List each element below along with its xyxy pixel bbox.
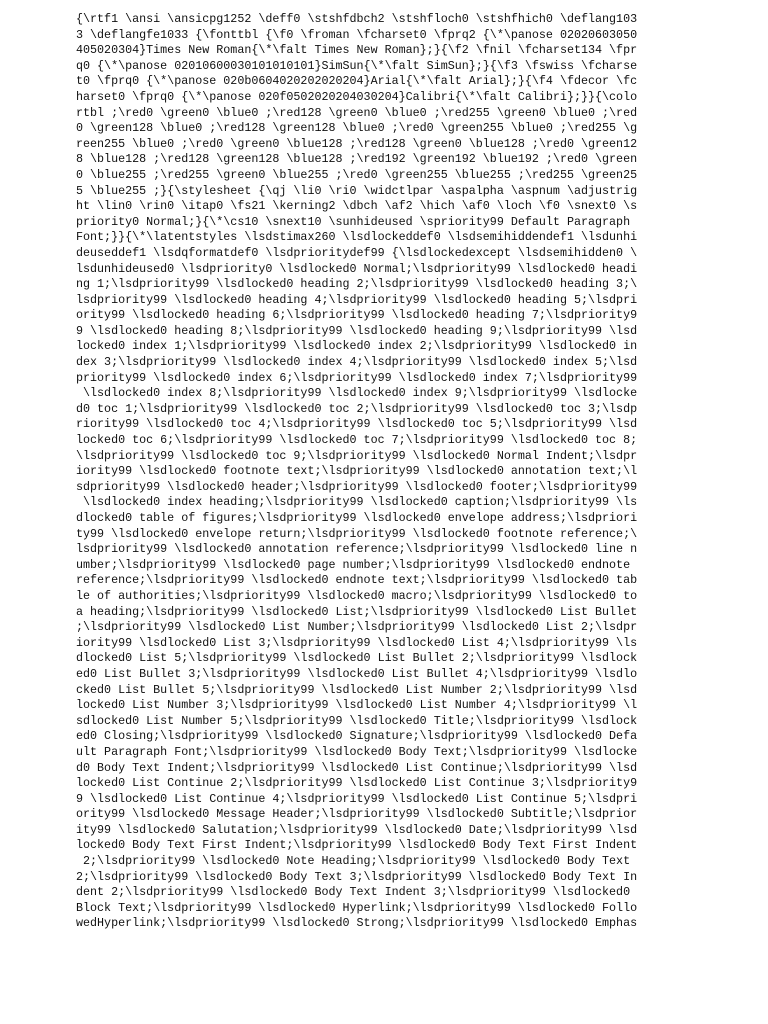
text-line: ;\lsdpriority99 \lsdlocked0 List Number;\lsdpriority99 \lsdlocked0 List 2;\lsdpr [76,620,638,635]
text-line: 405020304}Times New Roman{\*\falt Times New Roman};}{\f2 \fnil \fcharset134 \fpr [76,43,638,58]
text-line: 2;\lsdpriority99 \lsdlocked0 Note Heading;\lsdpriority99 \lsdlocked0 Body Text [76,854,631,869]
text-line: iority99 \lsdlocked0 List 3;\lsdpriority99 \lsdlocked0 List 4;\lsdpriority99 \ls [76,635,638,650]
text-line: ed0 Closing;\lsdpriority99 \lsdlocked0 Signature;\lsdpriority99 \lsdlocked0 Defa [76,729,638,744]
text-line: locked0 List Continue 2;\lsdpriority99 \lsdlocked0 List Continue 3;\lsdpriority9 [76,776,638,791]
text-line: reen255 \blue0 ;\red0 \green0 \blue128 ;\red128 \green0 \blue128 ;\red0 \green12 [76,136,638,151]
text-line: ht \lin0 \rin0 \itap0 \fs21 \kerning2 \dbch \af2 \hich \af0 \loch \f0 \snext0 \s [76,199,638,214]
text-line: ng 1;\lsdpriority99 \lsdlocked0 heading 2;\lsdpriority99 \lsdlocked0 heading 3;\ [76,277,638,292]
text-line: lsdunhideused0 \lsdpriority0 \lsdlocked0 Normal;\lsdpriority99 \lsdlocked0 headi [76,261,638,276]
text-line: d0 Body Text Indent;\lsdpriority99 \lsdlocked0 List Continue;\lsdpriority99 \lsd [76,760,638,775]
text-line: lsdpriority99 \lsdlocked0 heading 4;\lsdpriority99 \lsdlocked0 heading 5;\lsdpri [76,292,638,307]
text-line: le of authorities;\lsdpriority99 \lsdlocked0 macro;\lsdpriority99 \lsdlocked0 to [76,588,638,603]
text-line: 3 \deflangfe1033 {\fonttbl {\f0 \froman \fcharset0 \fprq2 {\*\panose 02020603050 [76,27,638,42]
text-line: iority99 \lsdlocked0 footnote text;\lsdpriority99 \lsdlocked0 annotation text;\l [76,464,638,479]
text-line: rtbl ;\red0 \green0 \blue0 ;\red128 \green0 \blue0 ;\red255 \green0 \blue0 ;\red [76,105,638,120]
text-line: {\rtf1 \ansi \ansicpg1252 \deff0 \stshfdbch2 \stshfloch0 \stshfhich0 \deflang103 [76,12,638,26]
text-line: 8 \blue128 ;\red128 \green128 \blue128 ;\red192 \green192 \blue192 ;\red0 \green [76,152,638,167]
text-line: ority99 \lsdlocked0 Message Header;\lsdpriority99 \lsdlocked0 Subtitle;\lsdprior [76,807,638,822]
text-line: dent 2;\lsdpriority99 \lsdlocked0 Body Text Indent 3;\lsdpriority99 \lsdlocked0 [76,885,631,900]
text-line: ed0 List Bullet 3;\lsdpriority99 \lsdlocked0 List Bullet 4;\lsdpriority99 \lsdlo [76,666,638,681]
text-line: q0 {\*\panose 02010600030101010101}SimSun{\*\falt SimSun};}{\f3 \fswiss \fcharse [76,58,638,73]
text-line: Font;}}{\*\latentstyles \lsdstimax260 \lsdlockeddef0 \lsdsemihiddendef1 \lsdunhi [76,230,638,245]
text-line: d0 toc 1;\lsdpriority99 \lsdlocked0 toc 2;\lsdpriority99 \lsdlocked0 toc 3;\lsdp [76,401,638,416]
text-line: 0 \green128 \blue0 ;\red128 \green128 \blue0 ;\red0 \green255 \blue0 ;\red255 \g [76,121,638,136]
text-line: a heading;\lsdpriority99 \lsdlocked0 List;\lsdpriority99 \lsdlocked0 List Bullet [76,604,638,619]
text-line: dlocked0 table of figures;\lsdpriority99 \lsdlocked0 envelope address;\lsdpriori [76,511,638,525]
text-line: ority99 \lsdlocked0 heading 6;\lsdpriority99 \lsdlocked0 heading 7;\lsdpriority9 [76,308,638,323]
text-line: ty99 \lsdlocked0 envelope return;\lsdpriority99 \lsdlocked0 footnote reference;\ [76,526,638,541]
text-line: deuseddef1 \lsdqformatdef0 \lsdprioritydef99 {\lsdlockedexcept \lsdsemihidden0 \ [76,245,638,260]
text-line: \lsdpriority99 \lsdlocked0 toc 9;\lsdpriority99 \lsdlocked0 Normal Indent;\lsdpr [76,448,638,463]
text-line: sdpriority99 \lsdlocked0 header;\lsdpriority99 \lsdlocked0 footer;\lsdpriority99 [76,479,638,494]
text-line: ult Paragraph Font;\lsdpriority99 \lsdlocked0 Body Text;\lsdpriority99 \lsdlocke [76,744,638,759]
text-line: lsdpriority99 \lsdlocked0 annotation reference;\lsdpriority99 \lsdlocked0 line n [76,542,638,557]
text-line: sdlocked0 List Number 5;\lsdpriority99 \lsdlocked0 Title;\lsdpriority99 \lsdlock [76,713,638,728]
text-line: 0 \blue255 ;\red255 \green0 \blue255 ;\red0 \green255 \blue255 ;\red255 \green25 [76,167,638,182]
text-line: priority0 Normal;}{\*\cs10 \snext10 \sunhideused \spriority99 Default Paragraph [76,214,631,229]
rtf-source-text [76,12,676,932]
text-line: harset0 \fprq0 {\*\panose 020f0502020204030204}Calibri{\*\falt Calibri};}}{\colo [76,89,638,104]
text-line: 9 \lsdlocked0 List Continue 4;\lsdpriority99 \lsdlocked0 List Continue 5;\lsdpri [76,791,638,806]
text-line: Block Text;\lsdpriority99 \lsdlocked0 Hyperlink;\lsdpriority99 \lsdlocked0 Follo [76,900,638,915]
text-line: locked0 index 1;\lsdpriority99 \lsdlocked0 index 2;\lsdpriority99 \lsdlocked0 in [76,339,638,354]
text-line: t0 \fprq0 {\*\panose 020b0604020202020204}Arial{\*\falt Arial};}{\f4 \fdecor \fc [76,74,638,89]
text-line: cked0 List Bullet 5;\lsdpriority99 \lsdlocked0 List Number 2;\lsdpriority99 \lsd [76,682,638,697]
text-line: riority99 \lsdlocked0 toc 4;\lsdpriority99 \lsdlocked0 toc 5;\lsdpriority99 \lsd [76,417,638,432]
text-line: locked0 Body Text First Indent;\lsdpriority99 \lsdlocked0 Body Text First Indent [76,838,638,853]
text-line: reference;\lsdpriority99 \lsdlocked0 endnote text;\lsdpriority99 \lsdlocked0 tab [76,573,638,588]
text-line: locked0 toc 6;\lsdpriority99 \lsdlocked0 toc 7;\lsdpriority99 \lsdlocked0 toc 8; [76,433,638,448]
text-line: umber;\lsdpriority99 \lsdlocked0 page number;\lsdpriority99 \lsdlocked0 endnote [76,557,631,572]
text-line: \lsdlocked0 index heading;\lsdpriority99 \lsdlocked0 caption;\lsdpriority99 \ls [76,495,638,510]
text-line: dlocked0 List 5;\lsdpriority99 \lsdlocked0 List Bullet 2;\lsdpriority99 \lsdlock [76,651,638,666]
text-line: 9 \lsdlocked0 heading 8;\lsdpriority99 \lsdlocked0 heading 9;\lsdpriority99 \lsd [76,323,638,338]
text-line: locked0 List Number 3;\lsdpriority99 \lsdlocked0 List Number 4;\lsdpriority99 \l [76,698,638,713]
text-line: ity99 \lsdlocked0 Salutation;\lsdpriority99 \lsdlocked0 Date;\lsdpriority99 \lsd [76,822,638,837]
text-line: \lsdlocked0 index 8;\lsdpriority99 \lsdlocked0 index 9;\lsdpriority99 \lsdlocke [76,386,638,401]
text-line: wedHyperlink;\lsdpriority99 \lsdlocked0 Strong;\lsdpriority99 \lsdlocked0 Emphas [76,916,638,931]
text-line: priority99 \lsdlocked0 index 6;\lsdpriority99 \lsdlocked0 index 7;\lsdpriority99 [76,370,638,385]
text-line: dex 3;\lsdpriority99 \lsdlocked0 index 4;\lsdpriority99 \lsdlocked0 index 5;\lsd [76,355,638,370]
text-line: 5 \blue255 ;}{\stylesheet {\qj \li0 \ri0 \widctlpar \aspalpha \aspnum \adjustrig [76,183,638,198]
text-line: 2;\lsdpriority99 \lsdlocked0 Body Text 3;\lsdpriority99 \lsdlocked0 Body Text In [76,869,638,884]
